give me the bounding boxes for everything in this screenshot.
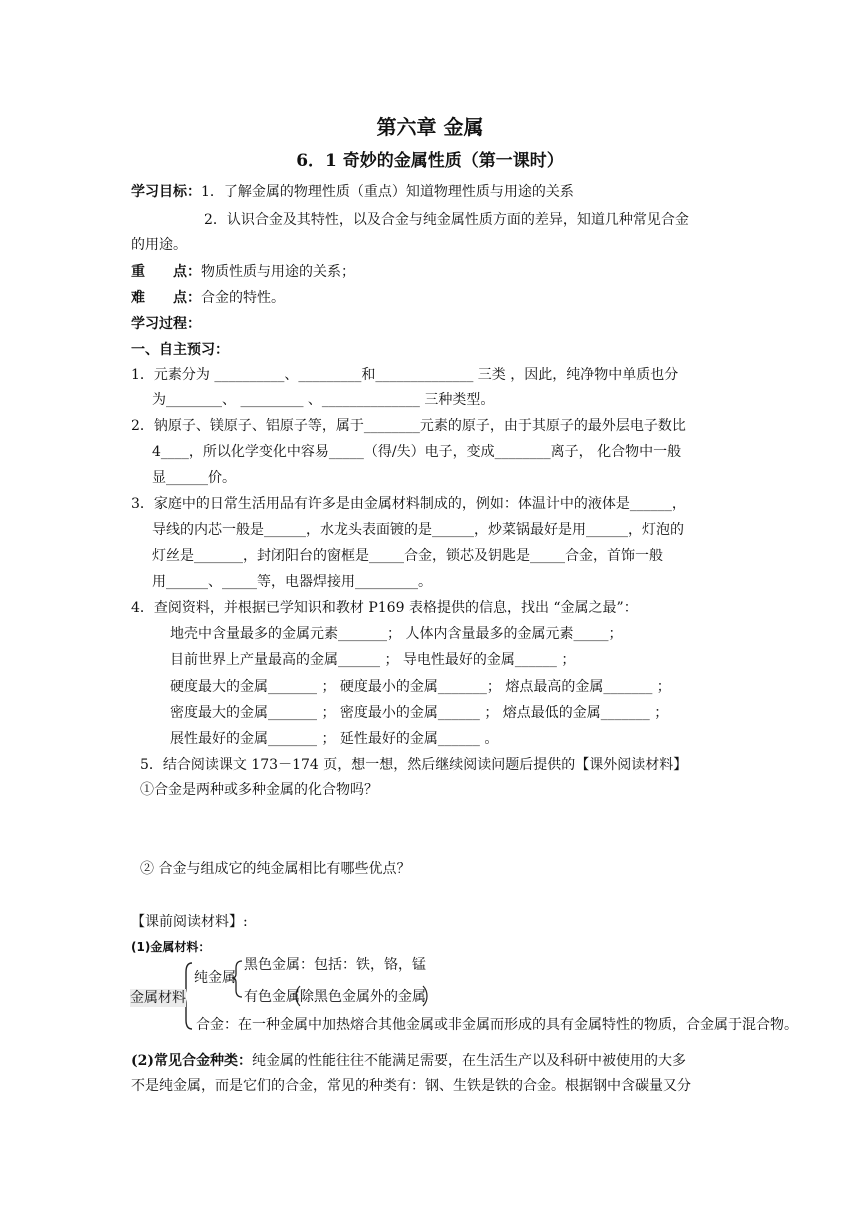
question-3-line4: 用______、_____等，电器焊接用_________。 xyxy=(152,574,432,590)
diagram-pure-metal: 纯金属 xyxy=(194,970,236,986)
question-4-row5: 展性最好的金属_______ ； 延性最好的金属______ 。 xyxy=(170,731,499,747)
learning-goal-1: 1．了解金属的物理性质（重点）知道物理性质与用途的关系 xyxy=(201,184,574,200)
question-5-text: 5．结合阅读课文 173－174 页，想一想，然后继续阅读问题后提供的【课外阅读材料】 xyxy=(140,757,688,773)
chapter-title: 第六章 金属 xyxy=(376,115,484,139)
learning-goals-label: 学习目标： xyxy=(131,184,201,200)
common-alloys-label: (2)常见合金种类： xyxy=(131,1053,252,1069)
question-2-line2: 4____，所以化学变化中容易_____（得/失）电子，变成________离子， 化合物中一般 xyxy=(152,444,682,460)
learning-goal-2b: 的用途。 xyxy=(131,237,187,253)
key-point xyxy=(131,262,355,282)
diagram-nonferrous: 有色金属 xyxy=(244,989,300,1005)
question-3-line2: 导线的内芯一般是______，水龙头表面镀的是______，炒菜锅最好是用______，灯泡的 xyxy=(152,522,684,538)
difficult-point xyxy=(131,288,285,308)
key-point-text: 物质性质与用途的关系； xyxy=(201,264,355,280)
process-label: 学习过程： xyxy=(131,316,201,332)
diagram-alloy: 合金：在一种金属中加热熔合其他金属或非金属而形成的具有金属特性的物质，合金属于混合物。 xyxy=(196,1017,798,1033)
diagram-root: 金属材料 xyxy=(130,990,186,1006)
question-3-line3: 灯丝是_______，封闭阳台的窗框是_____合金，锁芯及钥匙是_____合金，首饰一般 xyxy=(152,548,663,564)
question-1-line2: 为________、 _________ 、______________ 三种类型。 xyxy=(152,392,495,408)
common-alloys-line1 xyxy=(131,1051,686,1071)
question-2-line1: 2．钠原子、镁原子、铝原子等，属于________元素的原子，由于其原子的最外层电子数比 xyxy=(131,418,686,434)
learning-goal-2a: 2．认识合金及其特性，以及合金与纯金属性质方面的差异，知道几种常见合金 xyxy=(204,212,689,228)
learning-goals-line1 xyxy=(131,182,574,202)
common-alloys-line2: 不是纯金属，而是它们的合金，常见的种类有：钢、生铁是铁的合金。根据钢中含碳量又分 xyxy=(131,1078,691,1094)
preview-label: 一、自主预习： xyxy=(131,342,229,358)
difficult-point-label: 难 点： xyxy=(131,290,201,306)
common-alloys-text1: 纯金属的性能往往不能满足需要，在生活生产以及科研中被使用的大多 xyxy=(252,1053,686,1069)
section-title: 6．1 奇妙的金属性质（第一课时） xyxy=(296,151,564,171)
question-3-line1: 3．家庭中的日常生活用品有许多是由金属材料制成的，例如：体温计中的液体是______， xyxy=(131,496,686,512)
question-4-row1: 地壳中含量最多的金属元素_______； 人体内含量最多的金属元素_____； xyxy=(170,626,623,642)
metal-materials-label: (1)金属材料： xyxy=(131,940,211,954)
diagram-nonferrous-desc: 除黑色金属外的金属 xyxy=(300,989,426,1005)
question-2-line3: 显______价。 xyxy=(152,470,236,486)
question-4-row2: 目前世界上产量最高的金属______ ； 导电性最好的金属______ ； xyxy=(170,652,576,668)
reading-material-label: 【课前阅读材料】: xyxy=(131,914,248,930)
question-4-row3: 硬度最大的金属_______ ； 硬度最小的金属_______； 熔点最高的金属_______ ； xyxy=(170,679,671,695)
key-point-label: 重 点： xyxy=(131,264,201,280)
question-5-sub2: ② 合金与组成它的纯金属相比有哪些优点？ xyxy=(140,861,411,877)
question-1-line1: 1．元素分为 __________、_________和______________ 三类 ，因此，纯净物中单质也分 xyxy=(131,367,679,383)
question-4-row4: 密度最大的金属_______ ； 密度最小的金属______ ； 熔点最低的金属_______ ； xyxy=(170,705,669,721)
difficult-point-text: 合金的特性。 xyxy=(201,290,285,306)
question-5-sub1: ①合金是两种或多种金属的化合物吗？ xyxy=(140,782,378,798)
metal-materials-diagram xyxy=(128,958,798,1038)
question-4-intro: 4．查阅资料，并根据已学知识和教材 P169 表格提供的信息，找出 “金属之最”： xyxy=(131,600,638,616)
diagram-ferrous: 黑色金属：包括：铁，铬，锰 xyxy=(244,957,426,973)
